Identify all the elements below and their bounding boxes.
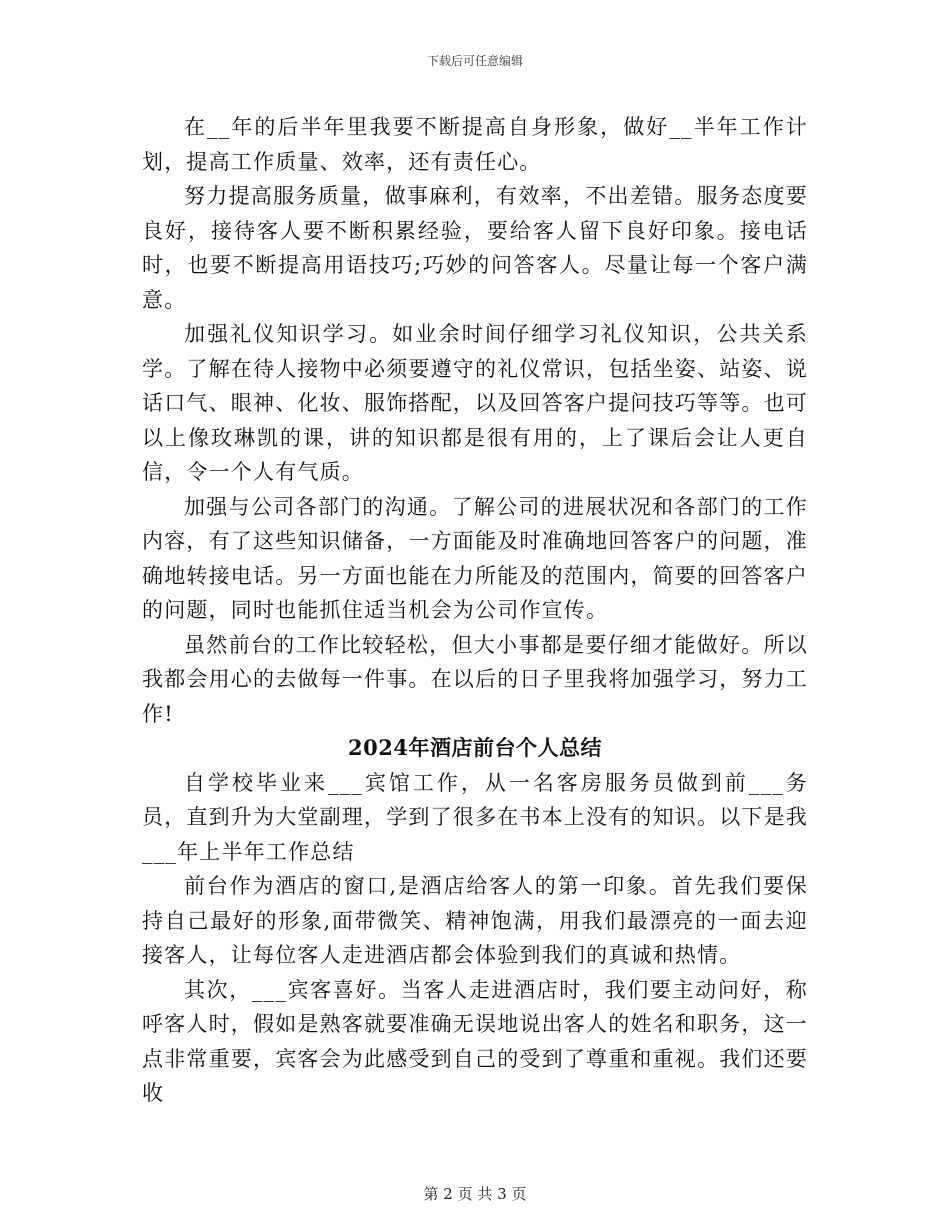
paragraph-half-year-plan: 在__年的后半年里我要不断提高自身形象，做好__半年工作计划，提高工作质量、效率，还有责任心。 — [142, 115, 808, 174]
paragraph-intro: 自学校毕业来___宾馆工作，从一名客房服务员做到前___务员，直到升为大堂副理，学到了很多在书本上没有的知识。以下是我___年上半年工作总结 — [142, 770, 808, 864]
page-header: 下载后可任意编辑 — [426, 54, 523, 68]
document-body — [142, 110, 808, 1111]
paragraph-etiquette: 加强礼仪知识学习。如业余时间仔细学习礼仪知识，公共关系学。了解在待人接物中必须要遵守的礼仪常识，包括坐姿、站姿、说话口气、眼神、化妆、服饰搭配，以及回答客户提问技巧等等。也可以上像玫琳凯的课，讲的知识都是很有用的，上了课后会让人更自信，令一个人有气质。 — [142, 322, 808, 484]
paragraph-guest-preferences: 其次，___宾客喜好。当客人走进酒店时，我们要主动问好，称呼客人时，假如是熟客就要准确无误地说出客人的姓名和职务，这一点非常重要，宾客会为此感受到自己的受到了尊重和重视。我们还要收 — [142, 977, 808, 1105]
paragraph-service-quality: 努力提高服务质量，做事麻利，有效率，不出差错。服务态度要良好，接待客人要不断积累经验，要给客人留下良好印象。接电话时，也要不断提高用语技巧;巧妙的问答客人。尽量让每一个客户满意。 — [142, 184, 808, 312]
paragraph-conclusion: 虽然前台的工作比较轻松，但大小事都是要仔细才能做好。所以我都会用心的去做每一件事。在以后的日子里我将加强学习，努力工作! — [142, 632, 808, 726]
page-number: 第 2 页 共 3 页 — [423, 1185, 527, 1203]
paragraph-communication: 加强与公司各部门的沟通。了解公司的进展状况和各部门的工作内容，有了这些知识储备，一方面能及时准确地回答客户的问题，准确地转接电话。另一方面也能在力所能及的范围内，简要的回答客户的问题，同时也能抓住适当机会为公司作宣传。 — [142, 494, 808, 622]
paragraph-front-desk-image: 前台作为酒店的窗口,是酒店给客人的第一印象。首先我们要保持自己最好的形象,面带微笑、精神饱满，用我们最漂亮的一面去迎接客人，让每位客人走进酒店都会体验到我们的真诚和热情。 — [142, 874, 808, 967]
section-title: 2024年酒店前台个人总结 — [348, 735, 602, 760]
